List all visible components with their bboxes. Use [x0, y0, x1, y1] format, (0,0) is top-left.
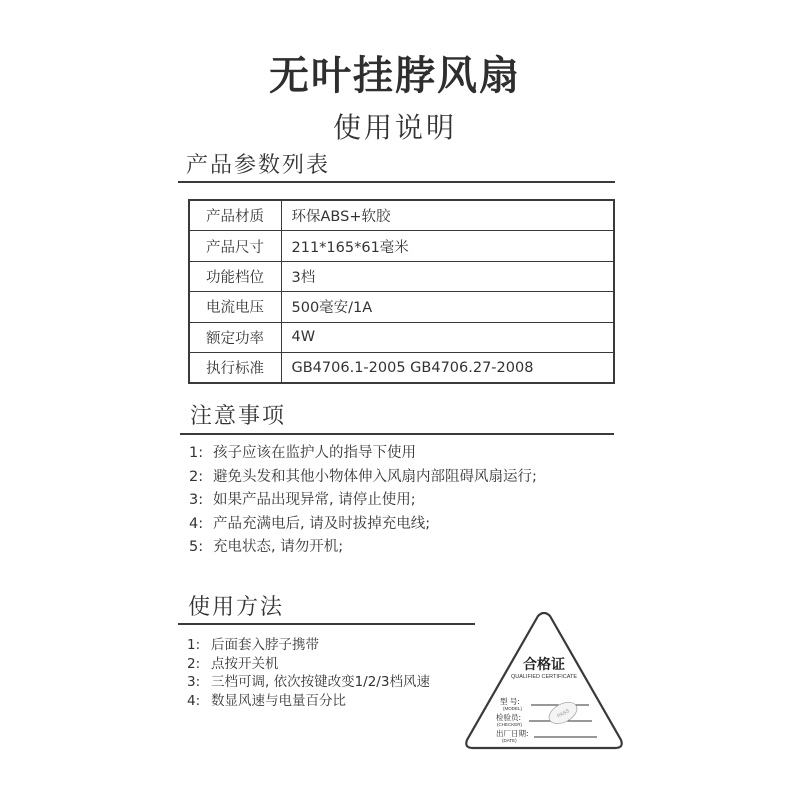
certificate-border	[466, 613, 622, 748]
item-text: 产品充满电后, 请及时拔掉充电线;	[213, 515, 431, 532]
spec-value: GB4706.1-2005 GB4706.27-2008	[281, 352, 614, 383]
item-text: 避免头发和其他小物体伸入风扇内部阻碍风扇运行;	[213, 468, 537, 485]
specs-divider	[178, 181, 615, 183]
item-text: 三档可调, 依次按键改变1/2/3档风速	[211, 674, 430, 690]
usage-list	[187, 636, 467, 710]
spec-value: 环保ABS+软胶	[281, 200, 614, 231]
cautions-list	[189, 442, 629, 560]
cautions-divider	[180, 433, 614, 435]
item-number: 3:	[189, 492, 204, 508]
spec-label: 功能档位	[189, 261, 281, 291]
list-item	[187, 655, 467, 674]
item-number: 2:	[187, 655, 201, 672]
item-text: 数显风速与电量百分比	[211, 692, 346, 709]
certificate-title: 合格证	[523, 657, 565, 673]
page-subtitle: 使用说明	[332, 111, 457, 144]
page-title: 无叶挂脖风扇	[269, 53, 521, 99]
table-row	[189, 261, 614, 291]
table-row	[189, 231, 614, 261]
checker-label: 检验员:	[496, 713, 522, 722]
spec-value: 211*165*61毫米	[281, 231, 614, 261]
spec-label: 执行标准	[189, 352, 281, 383]
list-item	[189, 466, 629, 490]
spec-value: 4W	[281, 322, 614, 352]
item-text: 孩子应该在监护人的指导下使用	[213, 445, 416, 461]
date-label: 出厂日期:	[496, 729, 529, 738]
table-row	[189, 292, 614, 322]
spec-table	[188, 199, 615, 384]
spec-value: 3档	[281, 261, 614, 291]
table-row	[189, 322, 614, 352]
stamp-text: PASS	[556, 708, 571, 720]
spec-label: 产品材质	[189, 200, 281, 231]
spec-label: 电流电压	[189, 292, 281, 322]
list-item	[187, 673, 467, 692]
table-row	[189, 352, 614, 383]
model-label: 型 号:	[500, 697, 520, 706]
item-text: 点按开关机	[211, 655, 279, 672]
item-number: 4:	[187, 692, 201, 709]
item-text: 如果产品出现异常, 请停止使用;	[213, 492, 416, 508]
specs-heading: 产品参数列表	[186, 153, 331, 178]
qualified-certificate	[464, 612, 624, 752]
list-item	[187, 636, 467, 655]
table-row	[189, 200, 614, 231]
spec-label: 额定功率	[189, 322, 281, 352]
list-item	[189, 442, 629, 466]
item-text: 后面套入脖子携带	[211, 637, 319, 653]
spec-value: 500毫安/1A	[281, 292, 614, 322]
list-item	[189, 513, 629, 537]
item-number: 2:	[189, 468, 204, 485]
list-item	[189, 489, 629, 513]
item-text: 充电状态, 请勿开机;	[213, 539, 344, 555]
item-number: 3:	[187, 674, 201, 690]
model-label-en: (MODEL)	[503, 706, 522, 711]
spec-label: 产品尺寸	[189, 231, 281, 261]
cautions-heading: 注意事项	[190, 404, 287, 429]
list-item	[187, 692, 467, 711]
date-label-en: (DATE)	[502, 738, 517, 743]
certificate-subtitle: QUALIFIED CERTIFICATE	[510, 674, 578, 680]
item-number: 5:	[189, 539, 204, 555]
usage-divider	[178, 623, 475, 625]
usage-heading: 使用方法	[188, 595, 285, 620]
list-item	[189, 536, 629, 560]
item-number: 1:	[187, 637, 201, 653]
item-number: 4:	[189, 515, 204, 532]
item-number: 1:	[189, 445, 204, 461]
checker-label-en: (CHECKER)	[497, 722, 523, 727]
